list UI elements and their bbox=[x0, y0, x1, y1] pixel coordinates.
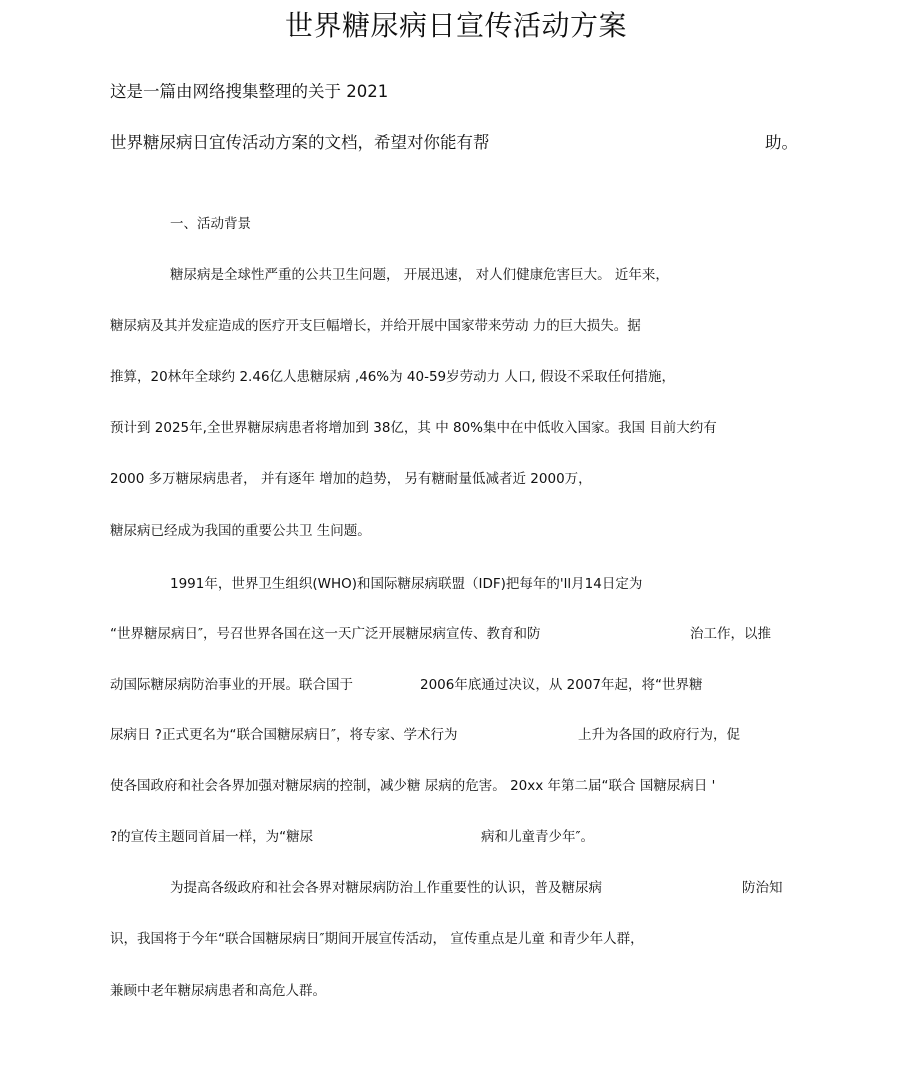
para3-line-1: 为提高各级政府和社会各界对糖尿病防治丄作重要性的认识，普及糖尿病 bbox=[170, 880, 602, 896]
para1-line-4: 预计到 2025年,全世界糖尿病患者将增加到 38亿，其 中 80%集中在中低收入国家。我国 目前大约有 bbox=[110, 420, 717, 436]
intro-line-1: 这是一篇由网络搜集整理的关于 2021 bbox=[110, 82, 389, 101]
intro-line-2-tail: 助。 bbox=[765, 133, 798, 152]
document-title: 世界糖尿病日宣传活动方案 bbox=[284, 9, 627, 42]
para2-line-1: 1991年，世界卫生组织(WHO)和国际糖尿病联盟（IDF)把每年的'll月14日定为 bbox=[170, 576, 643, 592]
para3-line-2: 识，我国将于今年“联合国糖尿病日″期间开展宣传活动， 宣传重点是儿童 和青少年人群， bbox=[110, 931, 644, 947]
para2-line-2: “世界糖尿病日″，号召世界各国在这一天广泛开展糖尿病宣传、教育和防 bbox=[110, 626, 541, 642]
para2-line-5: 使各国政府和社会各界加强对糖尿病的控制，减少糖 尿病的危害。 20xx 年第二届“联合 国糖尿病日 ' bbox=[110, 778, 716, 794]
para2-line-6-tail: 病和儿童青少年″。 bbox=[481, 829, 595, 845]
para3-line-3: 兼顾中老年糖尿病患者和高危人群。 bbox=[110, 983, 326, 999]
intro-line-2: 世界糖尿病日宜传活动方案的文档，希望对你能有帮 bbox=[110, 133, 490, 152]
para2-line-6: ?的宣传主题同首届一样，为“糖尿 bbox=[110, 829, 314, 845]
para3-line-1-tail: 防治知 bbox=[742, 880, 783, 896]
para2-line-2-tail: 治工作，以推 bbox=[690, 626, 771, 642]
para2-line-3: 动国际糖尿病防治事业的开展。联合国于 bbox=[110, 677, 353, 693]
para1-line-1: 糖尿病是全球性严重的公共卫生问题， 开展迅速， 对人们健康危害巨大。 近年来， bbox=[170, 267, 669, 283]
para1-line-2: 糖尿病及其并发症造成的医疗开支巨幅增长，并给开展中国家带来劳动 力的巨大损失。据 bbox=[110, 318, 641, 334]
para2-line-3-tail: 2006年底通过决议，从 2007年起，将“世界糖 bbox=[420, 677, 703, 693]
para1-line-6: 糖尿病已经成为我国的重要公共卫 生问题。 bbox=[110, 523, 371, 539]
section-heading: 一、活动背景 bbox=[170, 216, 251, 232]
para1-line-5: 2000 多万糖尿病患者， 并有逐年 增加的趋势， 另有糖耐量低减者近 2000万， bbox=[110, 471, 592, 487]
para2-line-4: 尿病日 ?正式更名为“联合国糖尿病日″，将专家、学术行为 bbox=[110, 727, 458, 743]
para1-line-3: 推算，20林年全球约 2.46亿人患糖尿病 ,46%为 40-59岁劳动力 人口, 假设不采取任何措施， bbox=[110, 369, 676, 385]
para2-line-4-tail: 上升为各国的政府行为，促 bbox=[578, 727, 740, 743]
